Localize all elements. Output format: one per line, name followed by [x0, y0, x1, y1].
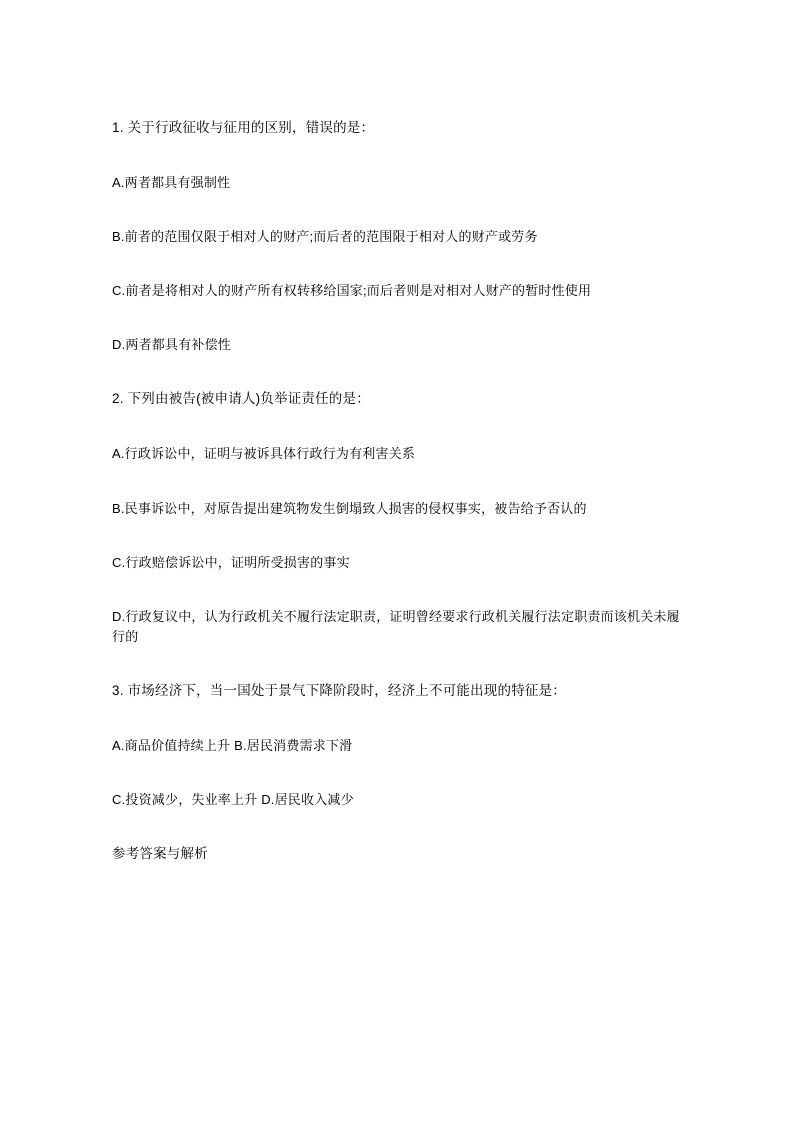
question-2-option-a: A.行政诉讼中，证明与被诉具体行政行为有利害关系 — [112, 446, 416, 462]
question-3-option-cd: C.投资减少，失业率上升 D.居民收入减少 — [112, 792, 354, 808]
question-3-stem: 3. 市场经济下，当一国处于景气下降阶段时，经济上不可能出现的特征是： — [112, 683, 567, 699]
question-group-1 — [112, 118, 684, 355]
answers-section-heading: 参考答案与解析 — [112, 846, 208, 862]
question-2-option-b: B.民事诉讼中，对原告提出建筑物发生倒塌致人损害的侵权事实，被告给予否认的 — [112, 500, 587, 516]
question-2-option-d: D.行政复议中，认为行政机关不履行法定职责，证明曾经要求行政机关履行法定职责而该机关未履行的 — [112, 608, 680, 644]
question-1-option-c: C.前者是将相对人的财产所有权转移给国家;而后者则是对相对人财产的暂时性使用 — [112, 283, 592, 299]
question-3-option-ab: A.商品价值持续上升 B.居民消费需求下滑 — [112, 738, 353, 754]
question-1-stem: 1. 关于行政征收与征用的区别，错误的是： — [112, 120, 375, 135]
question-group-2 — [112, 389, 684, 647]
question-1-option-b: B.前者的范围仅限于相对人的财产;而后者的范围限于相对人的财产或劳务 — [112, 229, 538, 245]
question-1-option-d: D.两者都具有补偿性 — [112, 337, 232, 353]
question-2-option-c: C.行政赔偿诉讼中，证明所受损害的事实 — [112, 554, 350, 570]
question-1-option-a: A.两者都具有强制性 — [112, 174, 231, 190]
question-2-stem: 2. 下列由被告(被申请人)负举证责任的是： — [112, 391, 370, 407]
question-group-3 — [112, 681, 684, 810]
